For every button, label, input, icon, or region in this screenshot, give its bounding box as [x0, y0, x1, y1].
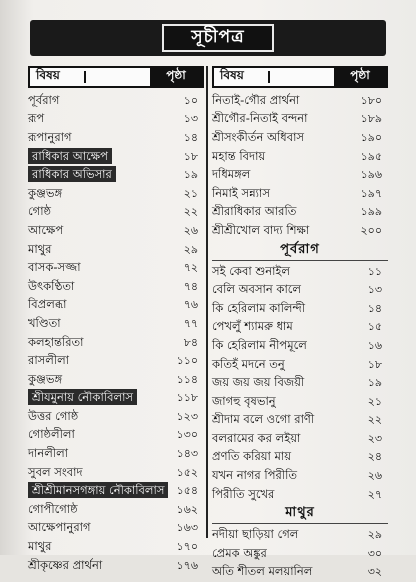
- toc-entry-page: ১৬: [367, 338, 382, 352]
- toc-entry-title: [28, 408, 164, 427]
- toc-entry-page: ১৭৬: [176, 558, 198, 572]
- toc-entry-text: যখন নাগর পিরীতি: [212, 468, 298, 483]
- toc-entry-page: ১৮: [183, 149, 198, 163]
- toc-entry-text: কি হেরিলাম কালিন্দী: [212, 300, 306, 315]
- toc-entry-page: ১৫: [367, 320, 382, 334]
- toc-row: [212, 467, 388, 486]
- title-banner: [30, 20, 386, 56]
- toc-row: [212, 92, 388, 111]
- toc-entry-text: সই কেবা শুনাইল: [212, 263, 290, 278]
- toc-row: [28, 278, 204, 297]
- toc-entry-page: ১১০: [176, 354, 198, 368]
- toc-entry-page: ১৮: [367, 357, 382, 371]
- toc-entry-text: রাধিকার আক্ষেপ: [28, 148, 112, 164]
- toc-entry-text: আক্ষেপ: [28, 222, 64, 237]
- toc-row: [28, 259, 204, 278]
- toc-entry-text: মাথুর: [28, 241, 52, 256]
- right-header: [212, 66, 388, 88]
- toc-entry-page: ১৮০: [360, 93, 382, 107]
- toc-entry-page: ১৪৩: [176, 447, 198, 461]
- toc-row: [212, 564, 388, 582]
- toc-row: [212, 300, 388, 319]
- toc-entry-page: ১১: [367, 264, 382, 278]
- toc-entry-page: ১৬৩: [176, 521, 198, 535]
- toc-entry-text: কুঞ্জভঙ্গ: [28, 185, 63, 200]
- toc-entry-page: ১৮৯: [360, 112, 382, 126]
- page-heading: পৃষ্ঠা: [150, 68, 202, 86]
- toc-row: [212, 166, 388, 185]
- toc-entry-title: [28, 185, 164, 204]
- toc-entry-text: শ্রীদাম বলে ওগো রাণী: [212, 412, 315, 427]
- toc-entry-page: ১২৩: [176, 409, 198, 423]
- toc-row: [212, 356, 388, 375]
- toc-entry-title: [28, 538, 164, 557]
- toc-entry-page: ২১: [183, 186, 198, 200]
- toc-entry-title: [28, 278, 164, 297]
- toc-row: [212, 148, 388, 167]
- toc-entry-title: [28, 203, 164, 222]
- toc-entry-title: [212, 486, 348, 505]
- toc-entry-page: ১৯৭: [360, 186, 382, 200]
- toc-entry-title: [28, 334, 164, 353]
- toc-entry-title: [28, 352, 164, 371]
- toc-entry-text: শ্রীগৌর-নিতাই বন্দনা: [212, 111, 308, 126]
- right-column: [212, 66, 388, 582]
- section-heading-purbarag: পূর্বরাগ: [212, 241, 388, 261]
- toc-row: [28, 241, 204, 260]
- toc-entry-page: ১০: [183, 93, 198, 107]
- section-list-purbarag: [212, 263, 388, 505]
- toc-entry-title: [28, 110, 164, 129]
- toc-entry-page: ২২: [183, 205, 198, 219]
- subject-heading: বিষয়: [220, 68, 244, 82]
- toc-entry-title: [28, 166, 164, 185]
- toc-entry-page: ১৫২: [176, 465, 198, 479]
- toc-entry-title: [28, 389, 164, 408]
- toc-row: [212, 486, 388, 505]
- toc-entry-text: শ্রীরাধিকার আরতি: [212, 204, 297, 219]
- toc-row: [28, 222, 204, 241]
- toc-row: [28, 557, 204, 576]
- toc-entry-page: ৭৬: [183, 298, 198, 312]
- toc-entry-text: রাসলীলা: [28, 353, 70, 368]
- section-heading-mathur: মাথুর: [212, 504, 388, 524]
- toc-row: [28, 501, 204, 520]
- toc-entry-text: বাসক-সজ্জা: [28, 260, 81, 275]
- toc-entry-title: [28, 92, 164, 111]
- header-divider: [84, 71, 146, 83]
- toc-entry-text: জয় জয় জয় বিজয়ী: [212, 375, 305, 390]
- toc-entry-text: সুবল সংবাদ: [28, 464, 83, 479]
- toc-entry-text: শ্রীযমুনায় নৌকাবিলাস: [28, 389, 137, 405]
- toc-entry-title: [212, 300, 348, 319]
- toc-entry-page: ১৭০: [176, 540, 198, 554]
- left-toc-list: [28, 92, 204, 575]
- toc-row: [212, 545, 388, 564]
- toc-entry-text: প্রেমক অঙ্কুর: [212, 545, 267, 560]
- toc-entry-text: দানলীলা: [28, 446, 69, 461]
- toc-row: [212, 319, 388, 338]
- toc-entry-page: ১৪: [367, 301, 382, 315]
- section-list-mathur: [212, 526, 388, 582]
- toc-entry-text: রূপানুরাগ: [28, 129, 72, 144]
- toc-entry-title: [28, 482, 168, 501]
- toc-row: [212, 412, 388, 431]
- toc-row: [212, 281, 388, 300]
- left-header: [28, 66, 204, 88]
- toc-entry-title: [28, 501, 164, 520]
- toc-entry-page: ১৯: [367, 376, 382, 390]
- toc-entry-title: [28, 371, 164, 390]
- toc-row: [212, 337, 388, 356]
- toc-entry-title: [212, 467, 348, 486]
- toc-row: [28, 371, 204, 390]
- right-toc-list: [212, 92, 388, 241]
- toc-row: [28, 315, 204, 334]
- toc-entry-title: [212, 281, 348, 300]
- toc-entry-title: [28, 464, 164, 483]
- toc-row: [28, 520, 204, 539]
- toc-entry-page: ২৯: [367, 528, 382, 542]
- toc-entry-page: ১৯৯: [360, 205, 382, 219]
- toc-entry-page: ২০০: [360, 223, 382, 237]
- toc-entry-text: খণ্ডিতা: [28, 315, 61, 330]
- toc-entry-title: [212, 110, 348, 129]
- toc-entry-text: উৎকণ্ঠিতা: [28, 278, 75, 293]
- toc-entry-page: ১৩: [367, 283, 382, 297]
- toc-row: [212, 263, 388, 282]
- toc-entry-page: ১৯৫: [360, 149, 382, 163]
- toc-row: [212, 393, 388, 412]
- toc-entry-title: [28, 241, 164, 260]
- toc-row: [212, 204, 388, 223]
- toc-entry-page: ২১: [367, 394, 382, 408]
- toc-entry-title: [212, 563, 348, 582]
- toc-entry-title: [212, 318, 348, 337]
- toc-entry-page: ৭৭: [183, 316, 198, 330]
- toc-entry-text: বেলি অবসান কালে: [212, 282, 301, 297]
- toc-row: [28, 352, 204, 371]
- toc-entry-text: আক্ষেপানুরাগ: [28, 520, 91, 535]
- left-column: [28, 66, 204, 575]
- toc-entry-text: পূর্বরাগ: [28, 92, 60, 107]
- toc-row: [28, 427, 204, 446]
- toc-row: [28, 334, 204, 353]
- toc-entry-page: ১৩: [183, 112, 198, 126]
- toc-entry-title: [212, 526, 348, 545]
- toc-entry-text: কুঞ্জভঙ্গ: [28, 371, 63, 386]
- toc-entry-text: কতিহঁ মদনে তনু: [212, 356, 285, 371]
- toc-entry-page: ১১৪: [176, 372, 198, 386]
- toc-entry-page: ২২: [367, 413, 382, 427]
- toc-entry-title: [28, 296, 164, 315]
- toc-entry-title: [212, 448, 348, 467]
- toc-row: [28, 464, 204, 483]
- toc-entry-page: ১৯০: [360, 130, 382, 144]
- toc-entry-title: [212, 393, 348, 412]
- toc-row: [28, 538, 204, 557]
- toc-row: [28, 185, 204, 204]
- toc-entry-title: [212, 129, 348, 148]
- toc-entry-text: গোপীগোষ্ঠ: [28, 501, 78, 516]
- toc-entry-text: মাথুর: [28, 539, 52, 554]
- toc-entry-title: [28, 557, 164, 576]
- toc-entry-text: পেখলুঁ শ্যামরু ধাম: [212, 319, 293, 334]
- toc-entry-page: ১৯৬: [360, 168, 382, 182]
- toc-row: [212, 430, 388, 449]
- toc-entry-text: শ্রীশ্রীমানসগঙ্গায় নৌকাবিলাস: [28, 482, 168, 498]
- toc-row: [212, 185, 388, 204]
- toc-entry-title: [212, 203, 348, 222]
- toc-entry-page: ১৬২: [176, 502, 198, 516]
- toc-entry-title: [212, 263, 348, 282]
- toc-entry-title: [28, 315, 164, 334]
- toc-entry-title: [212, 411, 348, 430]
- toc-entry-page: ৮৪: [183, 335, 198, 349]
- column-divider: [206, 66, 208, 538]
- page-heading: পৃষ্ঠা: [334, 68, 386, 86]
- toc-entry-text: দধিমঙ্গল: [212, 167, 251, 182]
- toc-entry-text: অতি শীতল মলয়ানিল: [212, 564, 313, 579]
- toc-entry-page: ১৫৪: [176, 484, 198, 498]
- toc-entry-text: মহান্ত বিদায়: [212, 148, 266, 163]
- toc-entry-text: বিপ্রলব্ধা: [28, 297, 67, 312]
- toc-entry-text: পিরীতি সুখের: [212, 486, 275, 501]
- toc-row: [212, 222, 388, 241]
- toc-entry-text: নিতাই-গৌর প্রার্থনা: [212, 92, 300, 107]
- toc-row: [28, 148, 204, 167]
- toc-row: [28, 408, 204, 427]
- toc-entry-text: নদীয়া ছাড়িয়া গেল: [212, 527, 299, 542]
- toc-entry-title: [212, 545, 348, 564]
- toc-entry-title: [212, 374, 348, 393]
- toc-entry-text: শ্রীসংকীর্তন অধিবাস: [212, 129, 305, 144]
- toc-entry-title: [212, 166, 348, 185]
- toc-entry-text: গোষ্ঠ: [28, 204, 52, 219]
- toc-row: [212, 129, 388, 148]
- toc-entry-page: ২৯: [183, 242, 198, 256]
- toc-entry-text: রূপ: [28, 111, 45, 126]
- toc-entry-title: [28, 445, 164, 464]
- toc-entry-text: গোষ্ঠলীলা: [28, 427, 75, 442]
- toc-entry-title: [212, 430, 348, 449]
- toc-entry-text: কলহান্তরিতা: [28, 334, 84, 349]
- toc-row: [28, 297, 204, 316]
- toc-entry-text: উত্তর গোষ্ঠ: [28, 408, 79, 423]
- toc-entry-title: [28, 222, 164, 241]
- toc-entry-title: [28, 426, 164, 445]
- toc-row: [212, 449, 388, 468]
- toc-entry-page: ১৯: [183, 168, 198, 182]
- toc-entry-page: ২৪: [367, 450, 382, 464]
- toc-entry-text: প্রণতি করিয়া মায়: [212, 449, 292, 464]
- toc-entry-title: [212, 92, 348, 111]
- toc-entry-text: রাধিকার অভিসার: [28, 166, 116, 182]
- toc-entry-text: নিমাই সন্ন্যাস: [212, 185, 270, 200]
- toc-entry-page: ১১৮: [176, 391, 198, 405]
- toc-entry-page: ২৭: [367, 487, 382, 501]
- toc-row: [212, 526, 388, 545]
- subject-heading: বিষয়: [36, 68, 60, 82]
- toc-entry-title: [212, 185, 348, 204]
- toc-entry-page: ২৬: [183, 223, 198, 237]
- toc-entry-title: [28, 129, 164, 148]
- page-title: সূচীপত্র: [162, 24, 274, 52]
- toc-row: [28, 482, 204, 501]
- toc-entry-page: ৩০: [367, 546, 382, 560]
- toc-entry-text: জাগহু বৃষভানু: [212, 393, 276, 408]
- toc-row: [28, 390, 204, 409]
- toc-row: [28, 445, 204, 464]
- toc-row: [28, 111, 204, 130]
- toc-entry-page: ২৬: [367, 469, 382, 483]
- toc-entry-title: [212, 148, 348, 167]
- toc-entry-title: [28, 148, 164, 167]
- toc-row: [28, 166, 204, 185]
- toc-entry-page: ৭২: [183, 261, 198, 275]
- toc-row: [212, 374, 388, 393]
- toc-entry-title: [212, 337, 348, 356]
- toc-entry-page: ৭৪: [183, 279, 198, 293]
- toc-entry-page: ৩২: [367, 565, 382, 579]
- toc-entry-page: ২৩: [367, 431, 382, 445]
- toc-row: [28, 92, 204, 111]
- toc-entry-title: [212, 222, 348, 241]
- toc-entry-title: [212, 356, 348, 375]
- toc-entry-page: ১৩০: [176, 428, 198, 442]
- toc-row: [212, 111, 388, 130]
- toc-row: [28, 129, 204, 148]
- toc-entry-text: শ্রীকৃষ্ণের প্রার্থনা: [28, 557, 103, 572]
- toc-entry-page: ১৪: [183, 130, 198, 144]
- toc-entry-text: শ্রীশ্রীখোল বাদ্য শিক্ষা: [212, 222, 310, 237]
- toc-entry-text: কি হেরিলাম নীপমূলে: [212, 337, 307, 352]
- toc-entry-text: বলরামের কর লইয়া: [212, 430, 301, 445]
- toc-entry-title: [28, 259, 164, 278]
- header-divider: [268, 71, 330, 83]
- toc-row: [28, 204, 204, 223]
- toc-entry-title: [28, 519, 164, 538]
